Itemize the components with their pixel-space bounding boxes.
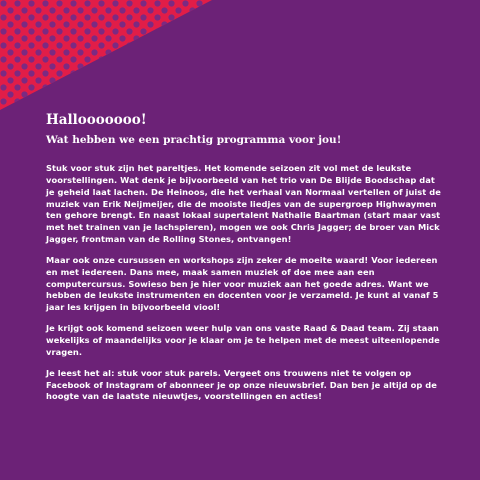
paragraph-follow-us: Je leest het al: stuk voor stuk parels. Vergeet ons trouwens niet te volgen op Facebook of Instagram of abonneer je op onze nieuwsbrief. Dan ben je altijd op de hoogte van de laatste nieuwtjes, voorstellingen en acties! [46,367,437,402]
paragraph-performances: Stuk voor stuk zijn het pareltjes. Het komende seizoen zit vol met de leukste voorstellingen. Wat denk je bijvoorbeeld van het trio van De Blijde Boodschap dat je geheid laat lachen. De Heinoos, die het verhaal van Normaal vertellen of juist de muziek van Erik Neijmeijer, die de mooiste liedjes van de supergroep Highwaymen ten gehore brengt. En naast lokaal supertalent Nathalie Baartman (start maar vast met het trainen van je lachspieren), mogen we ook Chris Jagger; de broer van Mick Jagger, frontman van de Rolling Stones, ontvangen! [46,163,441,245]
article [46,111,442,412]
program-subtitle: Wat hebben we een prachtig programma voor jou! [46,134,342,146]
paragraph-raad-daad: Je krijgt ook komend seizoen weer hulp van ons vaste Raad & Daad team. Zij staan wekelijks of maandelijks voor je klaar om je te helpen met de meest uiteenlopende vragen. [46,323,440,357]
paragraph-courses: Maar ook onze cursussen en workshops zijn zeker de moeite waard! Voor iedereen en met iedereen. Dans mee, maak samen muziek of doe mee aan een computercursus. Sowieso ben je hier voor muziek aan het goede adres. Want we hebben de leukste instrumenten en docenten voor je verzameld. Je kunt al vanaf 5 jaar les krijgen in bijvoorbeeld viool! [46,254,439,313]
greeting-title: Hallooooooo! [46,112,147,128]
dot-pattern [0,0,212,110]
